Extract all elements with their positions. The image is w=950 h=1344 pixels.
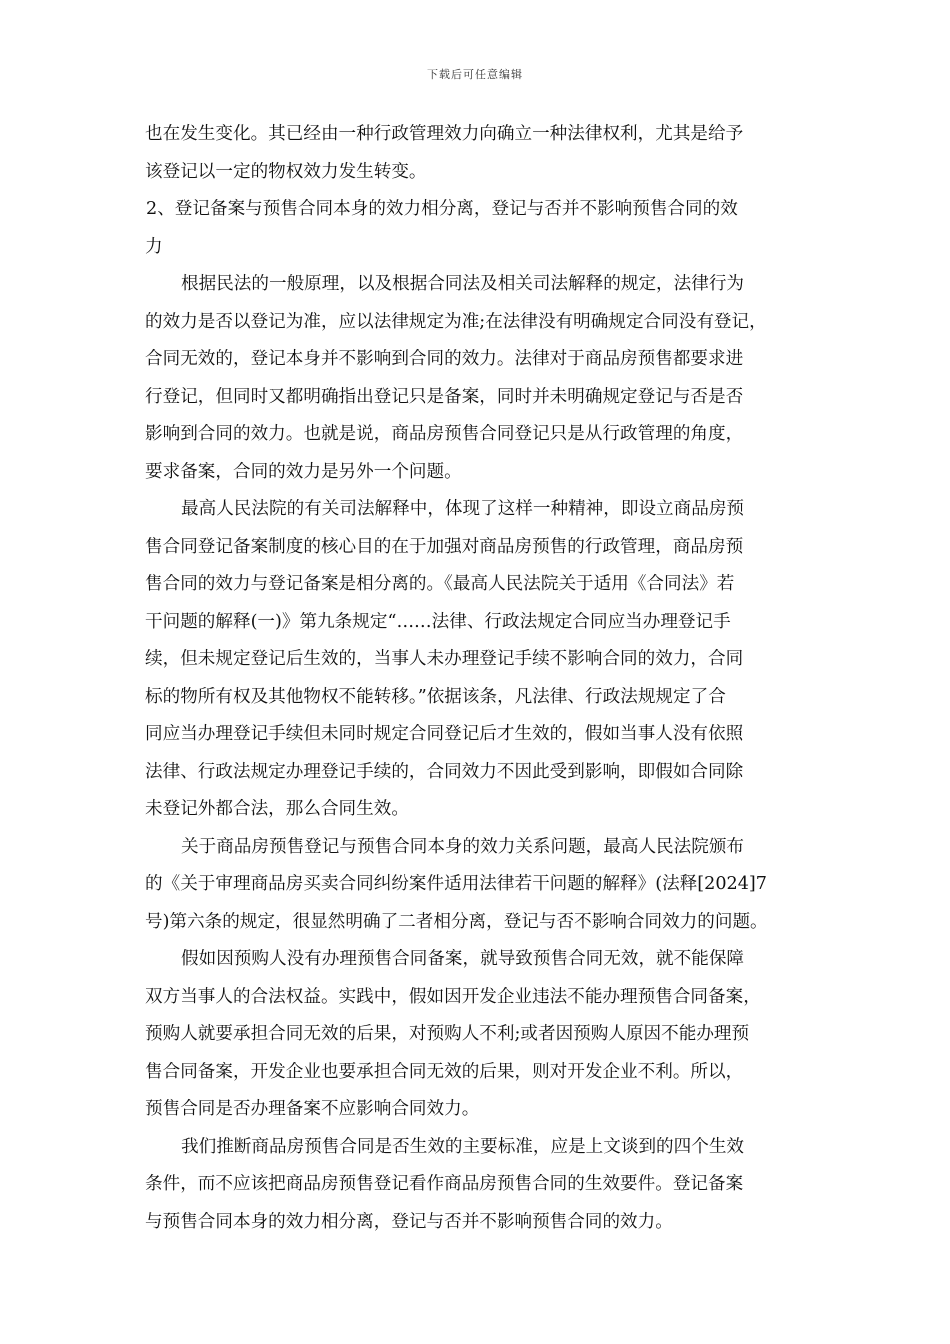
text-line: 要求备案，合同的效力是另外一个问题。 [145, 461, 462, 482]
text-line: 2、登记备案与预售合同本身的效力相分离，登记与否并不影响预售合同的效 [146, 199, 738, 219]
text-line: 该登记以一定的物权效力发生转变。 [145, 161, 427, 182]
text-line: 续，但未规定登记后生效的，当事人未办理登记手续不影响合同的效力，合同 [145, 649, 744, 669]
text-line: 也在发生变化。其已经由一种行政管理效力向确立一种法律权利，尤其是给予 [145, 124, 744, 144]
text-line: 最高人民法院的有关司法解释中，体现了这样一种精神，即设立商品房预 [181, 499, 745, 519]
text-line: 的效力是否以登记为准，应以法律规定为准;在法律没有明确规定合同没有登记， [145, 311, 767, 332]
text-line: 假如因预购人没有办理预售合同备案，就导致预售合同无效，就不能保障 [181, 949, 745, 969]
page-header: 下载后可任意编辑 [427, 68, 523, 81]
text-line: 行登记，但同时又都明确指出登记只是备案，同时并未明确规定登记与否是否 [145, 386, 744, 407]
text-line: 预购人就要承担合同无效的后果，对预购人不利;或者因预购人原因不能办理预 [145, 1024, 750, 1044]
text-line: 未登记外都合法，那么合同生效。 [145, 799, 409, 819]
text-line: 售合同备案，开发企业也要承担合同无效的后果，则对开发企业不利。所以， [145, 1061, 744, 1082]
text-line: 标的物所有权及其他物权不能转移。”依据该条，凡法律、行政法规规定了合 [145, 686, 726, 707]
text-line: 号)第六条的规定，很显然明确了二者相分离，登记与否不影响合同效力的问题。 [145, 911, 768, 932]
text-line: 双方当事人的合法权益。实践中，假如因开发企业违法不能办理预售合同备案， [145, 986, 761, 1007]
text-line: 售合同的效力与登记备案是相分离的。《最高人民法院关于适用《合同法》若 [145, 574, 735, 594]
text-line: 的《关于审理商品房买卖合同纠纷案件适用法律若干问题的解释》(法释[2024]7 [145, 874, 767, 894]
text-line: 根据民法的一般原理，以及根据合同法及相关司法解释的规定，法律行为 [181, 274, 745, 294]
text-line: 条件，而不应该把商品房预售登记看作商品房预售合同的生效要件。登记备案 [145, 1174, 744, 1194]
text-line: 同应当办理登记手续但未同时规定合同登记后才生效的，假如当事人没有依照 [145, 724, 744, 744]
text-line: 合同无效的，登记本身并不影响到合同的效力。法律对于商品房预售都要求进 [145, 349, 744, 369]
text-line: 与预售合同本身的效力相分离，登记与否并不影响预售合同的效力。 [145, 1211, 673, 1232]
text-line: 我们推断商品房预售合同是否生效的主要标准，应是上文谈到的四个生效 [181, 1136, 745, 1157]
text-line: 售合同登记备案制度的核心目的在于加强对商品房预售的行政管理，商品房预 [145, 536, 744, 557]
text-line: 预售合同是否办理备案不应影响合同效力。 [145, 1099, 480, 1119]
text-line: 力 [145, 236, 163, 257]
text-line: 关于商品房预售登记与预售合同本身的效力关系问题，最高人民法院颁布 [181, 836, 745, 857]
text-line: 干问题的解释(一)》第九条规定“……法律、行政法规定合同应当办理登记手 [145, 611, 731, 632]
text-line: 影响到合同的效力。也就是说，商品房预售合同登记只是从行政管理的角度， [145, 424, 744, 444]
document-body [145, 116, 815, 1241]
text-line: 法律、行政法规定办理登记手续的，合同效力不因此受到影响，即假如合同除 [145, 761, 744, 782]
